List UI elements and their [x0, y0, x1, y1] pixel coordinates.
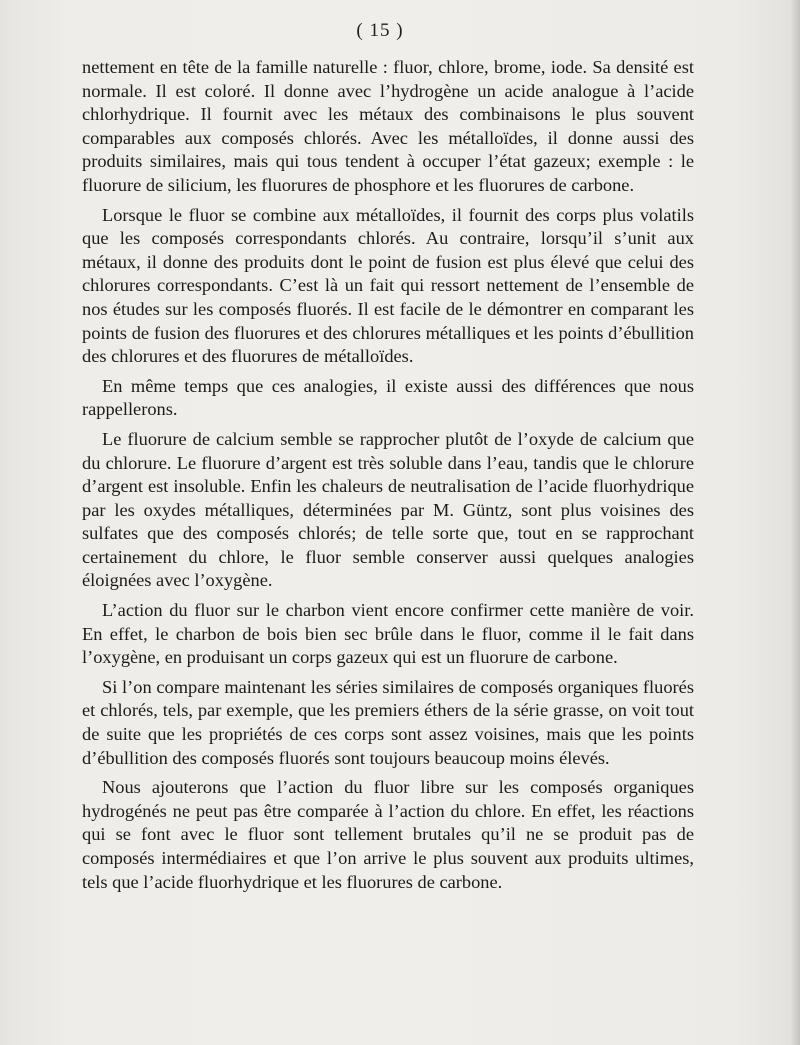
paragraph-3: En même temps que ces analogies, il existe aussi des différences que nous rappellerons.: [82, 375, 694, 420]
page-edge-shadow: [790, 0, 800, 1045]
paragraph-5: L’action du fluor sur le charbon vient encore confirmer cette manière de voir. En effet, le charbon de bois bien sec brûle dans le fluor, comme il le fait dans l’oxygène, en produisant un corps gazeux qui est un fluorure de carbone.: [82, 600, 694, 668]
page-number: ( 15 ): [356, 20, 404, 41]
paragraph-4: Le fluorure de calcium semble se rapprocher plutôt de l’oxyde de calcium que du chlorure. Le fluorure d’argent est très soluble dans l’eau, tandis que le chlorure d’argent est insoluble. Enfin les chaleurs de neutralisation de l’acide fluorhydrique par les oxydes métalliques, déterminées par M. Güntz, sont plus voisines des sulfates que des composés chlorés; de telle sorte que, tout en se rapprochant certainement du chlore, le fluor semble conserver aussi quelques analogies éloignées avec l’oxygène.: [82, 428, 694, 591]
paragraph-6: Si l’on compare maintenant les séries similaires de composés organiques fluorés et chlorés, tels, par exemple, que les premiers éthers de la série grasse, on voit tout de suite que les propriétés de ces corps sont assez voisines, mais que les points d’ébullition des composés fluorés sont toujours beaucoup moins élevés.: [82, 676, 694, 768]
paragraph-7: Nous ajouterons que l’action du fluor libre sur les composés organiques hydrogénés ne peut pas être comparée à l’action du chlore. En effet, les réactions qui se font avec le fluor sont tellement brutales qu’il ne se produit pas de composés intermédiaires et que l’on arrive le plus souvent aux produits ultimes, tels que l’acide fluorhydrique et les fluorures de carbone.: [82, 777, 694, 892]
page-body: [82, 56, 694, 900]
paragraph-2: Lorsque le fluor se combine aux métalloïdes, il fournit des corps plus volatils que les composés correspondants chlorés. Au contraire, lorsqu’il s’unit aux métaux, il donne des produits dont le point de fusion est plus élevé que celui des chlorures correspondants. C’est là un fait qui ressort nettement de l’ensemble de nos études sur les composés fluorés. Il est facile de le démontrer en comparant les points de fusion des fluorures et des chlorures métalliques et les points d’ébullition des chlorures et des fluorures de métalloïdes.: [82, 204, 694, 367]
paragraph-1: nettement en tête de la famille naturelle : fluor, chlore, brome, iode. Sa densité est normale. Il est coloré. Il donne avec l’hydrogène un acide analogue à l’acide chlorhydrique. Il fournit avec les métaux des combinaisons le plus souvent comparables aux composés chlorés. Avec les métalloïdes, il donne aussi des produits similaires, mais qui tous tendent à occuper l’état gazeux; exemple : le fluorure de silicium, les fluorures de phosphore et les fluorures de carbone.: [82, 57, 694, 195]
